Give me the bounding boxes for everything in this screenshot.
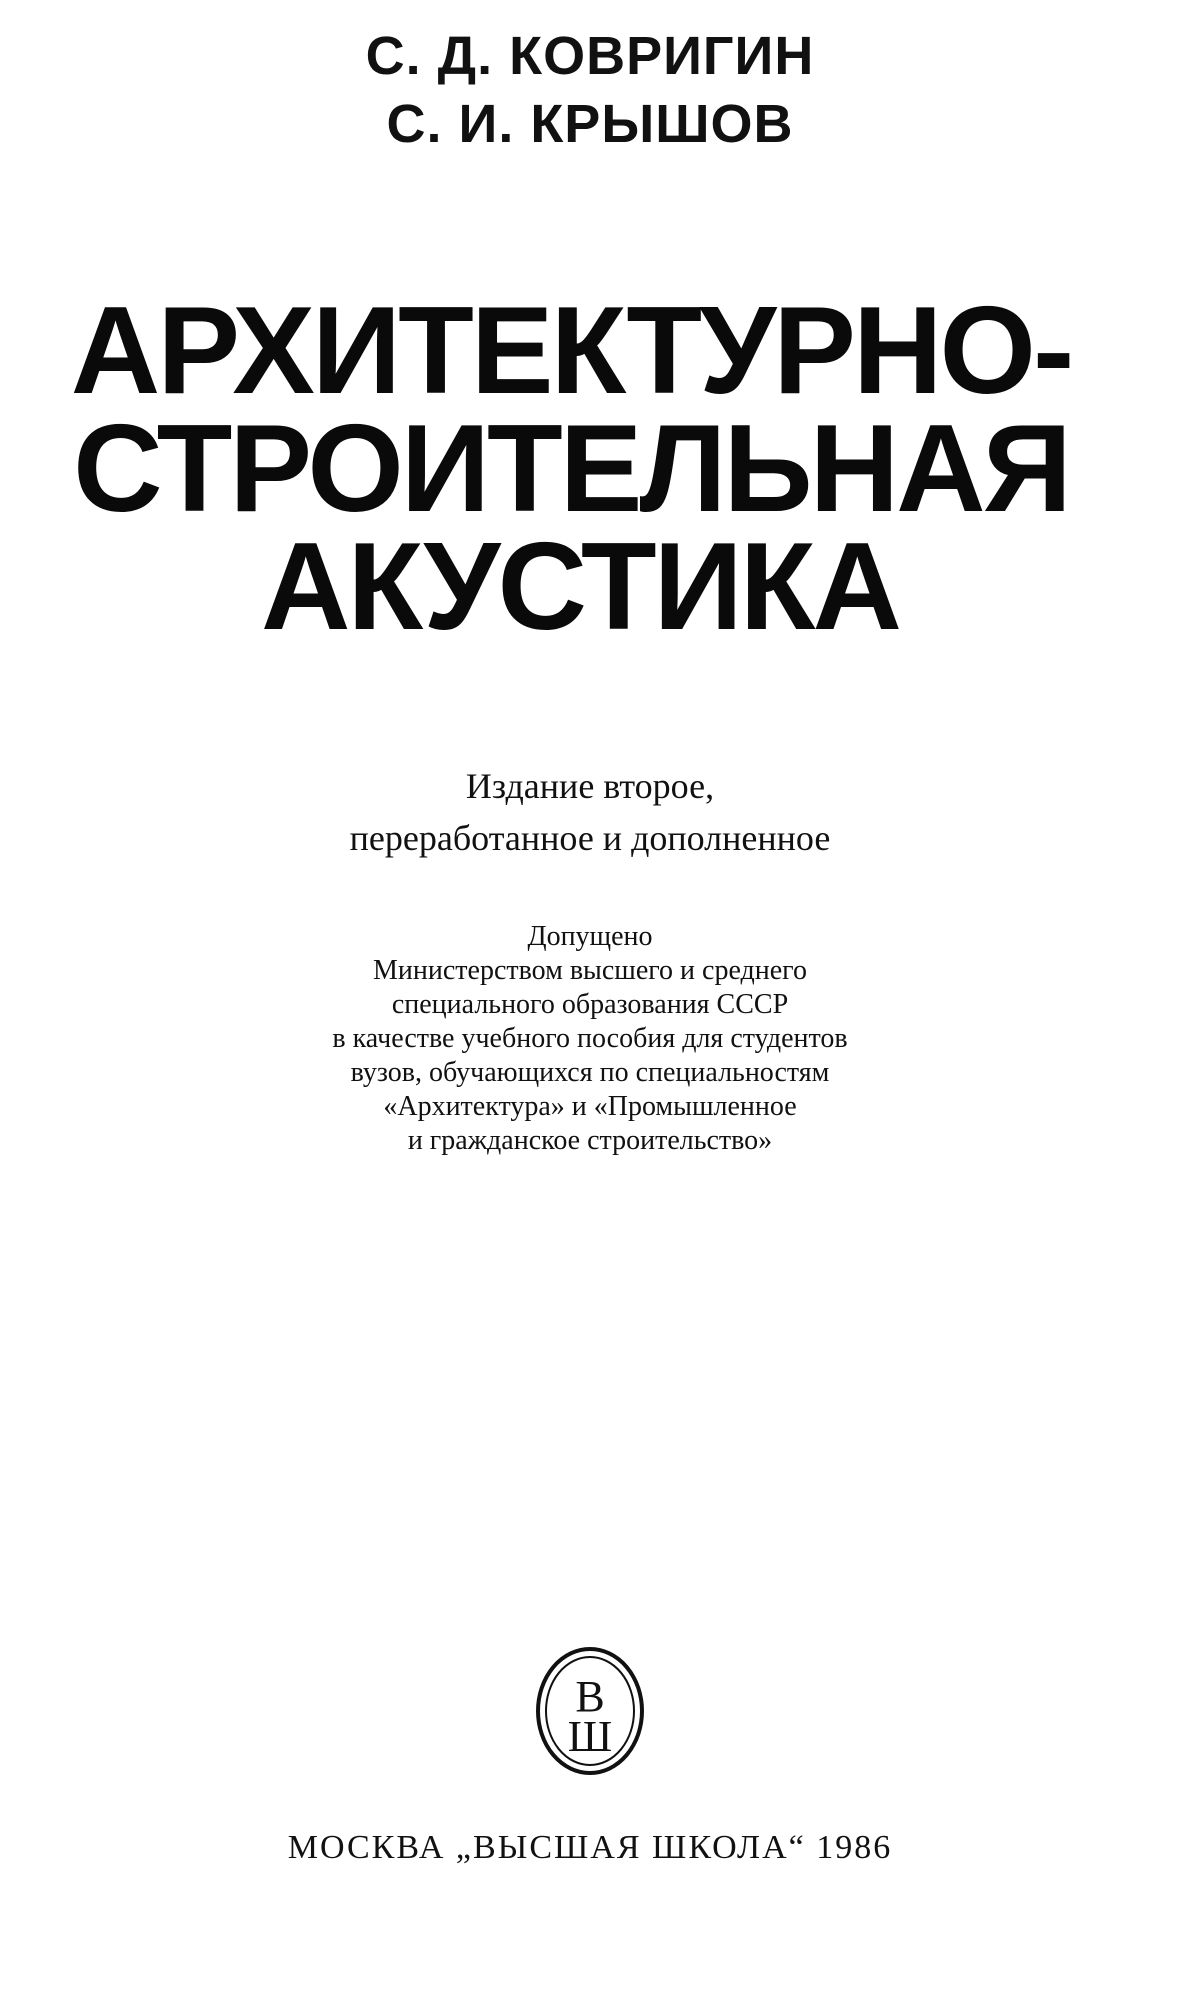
approval-line: в качестве учебного пособия для студентов xyxy=(332,1023,848,1054)
imprint-text: МОСКВА „ВЫСШАЯ ШКОЛА“ 1986 xyxy=(287,1829,893,1866)
publisher-logo-icon xyxy=(534,1645,646,1777)
edition-line: Издание второе, xyxy=(465,766,715,806)
logo-letter: В xyxy=(575,1672,605,1721)
title-line: СТРОИТЕЛЬНАЯ xyxy=(73,400,1069,538)
approval-line: «Архитектура» и «Промышленное xyxy=(383,1091,797,1122)
title-line: АКУСТИКА xyxy=(260,518,900,656)
approval-line: Допущено xyxy=(527,921,653,952)
title-line: АРХИТЕКТУРНО- xyxy=(70,282,1072,420)
book-title xyxy=(0,282,1200,656)
author-name: С. И. КРЫШОВ xyxy=(386,94,794,154)
approval-statement xyxy=(0,920,1200,1158)
approval-line: вузов, обучающихся по специальностям xyxy=(350,1057,830,1088)
edition-statement xyxy=(0,760,1200,864)
approval-line: специального образования СССР xyxy=(391,989,789,1020)
authors-block xyxy=(0,22,1200,158)
author-name: С. Д. КОВРИГИН xyxy=(365,26,815,86)
approval-line: Министерством высшего и среднего xyxy=(373,955,807,986)
logo-letter: Ш xyxy=(567,1712,613,1761)
imprint xyxy=(0,1826,1200,1870)
edition-line: переработанное и дополненное xyxy=(349,818,831,858)
approval-line: и гражданское строительство» xyxy=(407,1125,773,1156)
